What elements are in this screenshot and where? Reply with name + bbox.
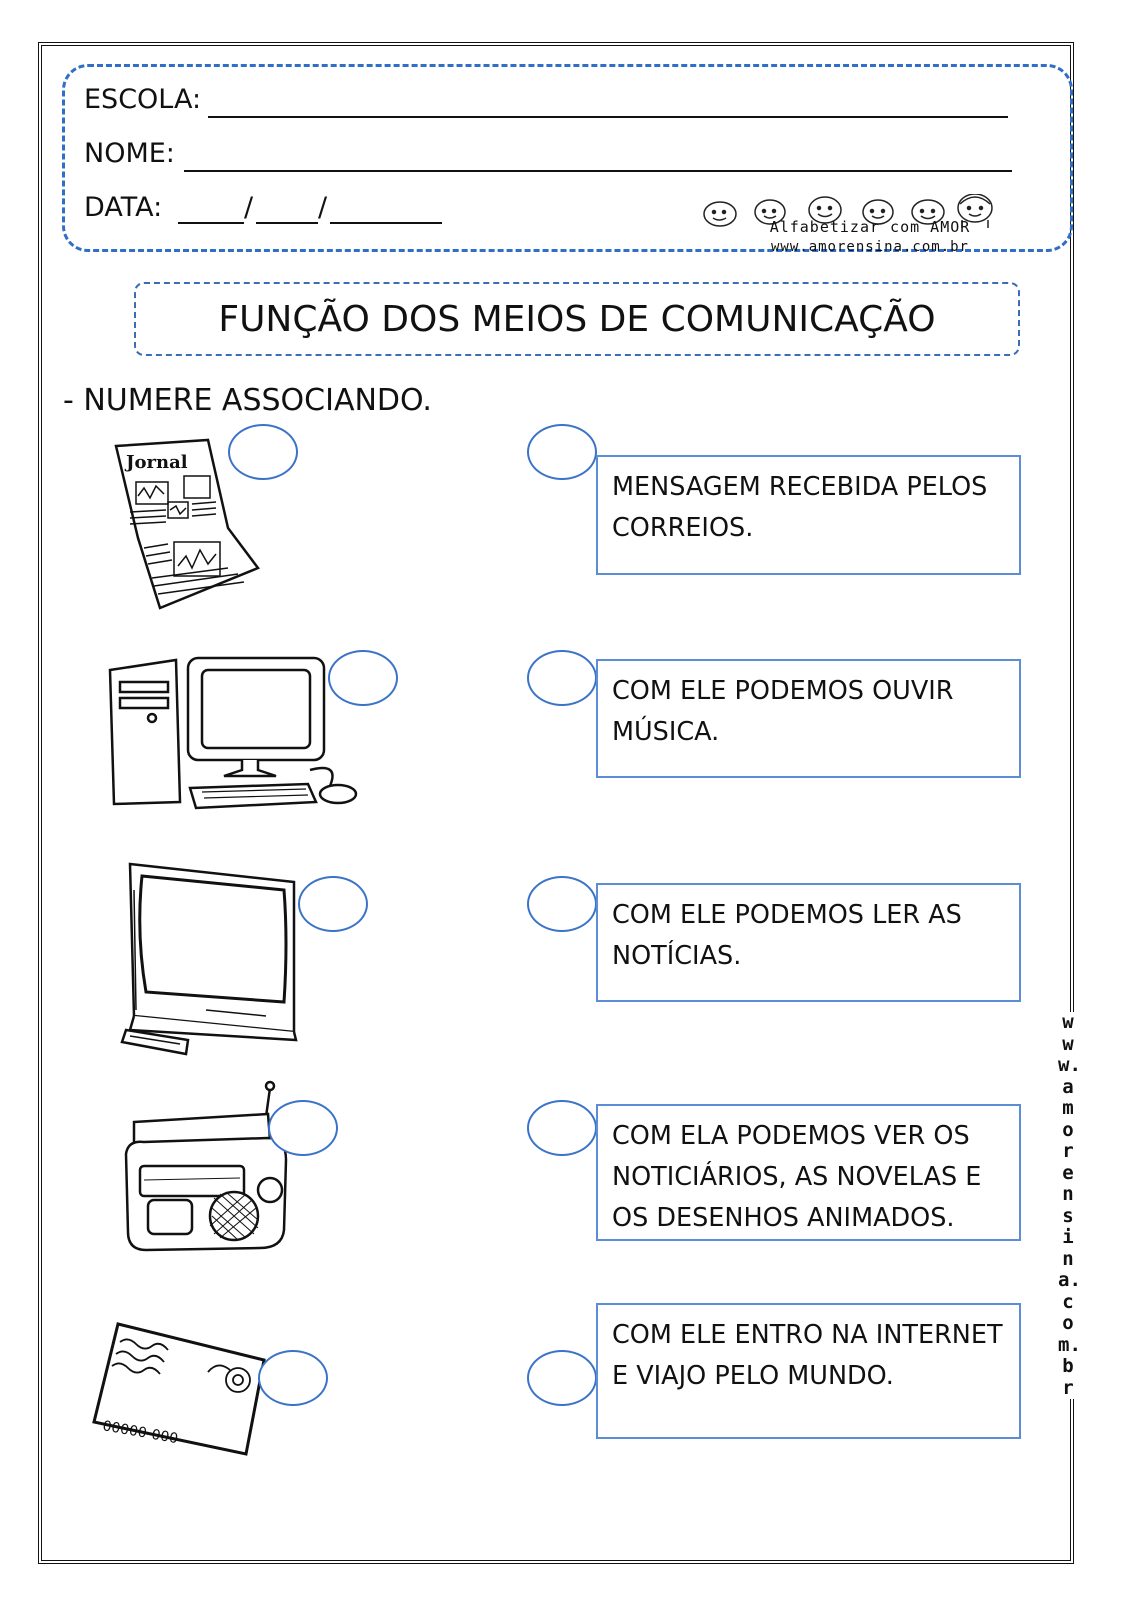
date-separator: / xyxy=(244,192,254,223)
date-year-field[interactable] xyxy=(330,222,442,224)
answer-circle-4[interactable] xyxy=(527,1100,597,1156)
letter-postal-code: 00000-000 xyxy=(101,1418,180,1448)
answer-circle-3[interactable] xyxy=(527,876,597,932)
answer-box-3: COM ELE PODEMOS LER AS NOTÍCIAS. xyxy=(596,883,1021,1002)
answer-box-1: MENSAGEM RECEBIDA PELOS CORREIOS. xyxy=(596,455,1021,575)
number-circle-newspaper[interactable] xyxy=(228,424,298,480)
data-label: DATA: xyxy=(84,192,163,223)
number-circle-radio[interactable] xyxy=(268,1100,338,1156)
computer-icon xyxy=(100,652,365,822)
answer-circle-2[interactable] xyxy=(527,650,597,706)
number-circle-television[interactable] xyxy=(298,876,368,932)
number-circle-letter[interactable] xyxy=(258,1350,328,1406)
date-month-field[interactable] xyxy=(256,222,318,224)
date-separator: / xyxy=(318,192,328,223)
date-day-field[interactable] xyxy=(178,222,244,224)
nome-field[interactable] xyxy=(184,170,1012,172)
page-title: FUNÇÃO DOS MEIOS DE COMUNICAÇÃO xyxy=(134,282,1020,356)
newspaper-title: Jornal xyxy=(126,452,188,473)
answer-circle-5[interactable] xyxy=(527,1350,597,1406)
answer-circle-1[interactable] xyxy=(527,424,597,480)
escola-label: ESCOLA: xyxy=(84,84,202,115)
escola-field[interactable] xyxy=(208,116,1008,118)
answer-box-2: COM ELE PODEMOS OUVIR MÚSICA. xyxy=(596,659,1021,778)
television-icon xyxy=(106,860,306,1060)
number-circle-computer[interactable] xyxy=(328,650,398,706)
logo-url: www.amorensina.com.br xyxy=(770,239,969,255)
side-url: www.amorensina.com.br xyxy=(1058,1011,1081,1399)
answer-box-5: COM ELE ENTRO NA INTERNET E VIAJO PELO MUNDO. xyxy=(596,1303,1021,1439)
radio-icon xyxy=(120,1080,295,1255)
logo-name: Alfabetizar com AMOR xyxy=(769,218,971,236)
instruction: - NUMERE ASSOCIANDO. xyxy=(63,383,432,418)
answer-box-4: COM ELA PODEMOS VER OS NOTICIÁRIOS, AS NOVELAS E OS DESENHOS ANIMADOS. xyxy=(596,1104,1021,1241)
letter-icon xyxy=(92,1318,272,1458)
nome-label: NOME: xyxy=(84,138,175,169)
